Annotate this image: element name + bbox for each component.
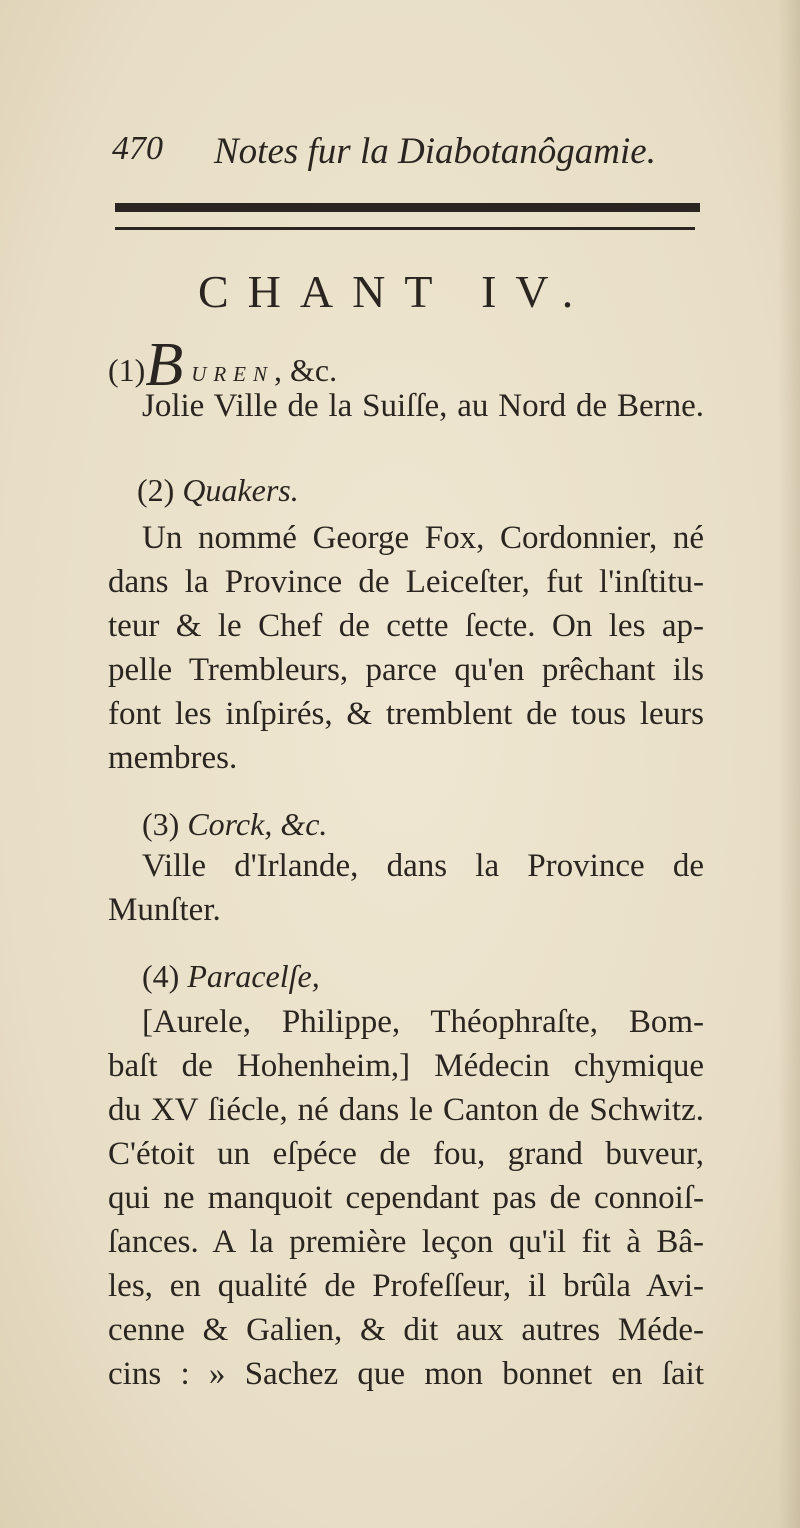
note-4-line-7: les, en qualité de Profeſſeur, il brûla Avi- bbox=[108, 1268, 704, 1304]
note-4-line-1: [Aurele, Philippe, Théophraſte, Bom- bbox=[142, 1004, 704, 1040]
header-rule-thin bbox=[115, 227, 695, 230]
running-head-title: Notes fur la Diabotanôgamie. bbox=[214, 131, 656, 172]
note-1-drop-cap: B bbox=[145, 331, 184, 399]
note-1-number: (1) bbox=[108, 352, 146, 388]
note-1-heading-tail: , &c. bbox=[274, 352, 338, 388]
note-3-title: Corck, &c. bbox=[187, 806, 328, 842]
note-1-heading-rest: UREN bbox=[191, 362, 275, 386]
note-2-line-3: teur & le Chef de cette ſecte. On les ap- bbox=[108, 608, 704, 644]
note-2-line-4: pelle Trembleurs, parce qu'en prêchant ils bbox=[108, 652, 704, 688]
note-2-title: Quakers. bbox=[182, 472, 299, 508]
running-head bbox=[112, 130, 712, 176]
note-3-number: (3) bbox=[142, 806, 180, 842]
note-4-line-9: cins : » Sachez que mon bonnet en ſait bbox=[108, 1356, 704, 1392]
note-4-line-4: C'étoit un eſpéce de fou, grand buveur, bbox=[108, 1136, 704, 1172]
note-4-heading bbox=[142, 958, 320, 995]
note-3-line-2: Munſter. bbox=[108, 892, 221, 928]
page-edge-shadow bbox=[778, 0, 800, 1528]
note-3-heading bbox=[142, 806, 327, 843]
note-2-line-6: membres. bbox=[108, 740, 238, 776]
chant-title: CHANT IV. bbox=[198, 266, 593, 317]
note-4-line-3: du XV ſiécle, né dans le Canton de Schwitz. bbox=[108, 1092, 704, 1128]
note-2-line-5: font les inſpirés, & tremblent de tous leurs bbox=[108, 696, 704, 732]
page-number: 470 bbox=[112, 130, 163, 167]
note-4-line-8: cenne & Galien, & dit aux autres Méde- bbox=[108, 1312, 704, 1348]
note-2-heading bbox=[137, 472, 299, 509]
note-4-line-5: qui ne manquoit cependant pas de connoiſ- bbox=[108, 1180, 704, 1216]
note-2-line-2: dans la Province de Leiceſter, fut l'inſtitu- bbox=[108, 564, 704, 600]
note-3-line-1: Ville d'Irlande, dans la Province de bbox=[142, 848, 704, 884]
note-2-line-1: Un nommé George Fox, Cordonnier, né bbox=[142, 520, 704, 556]
note-4-title: Paracelſe, bbox=[187, 958, 320, 994]
note-2-number: (2) bbox=[137, 472, 175, 508]
header-rule-thick bbox=[115, 203, 700, 212]
note-4-line-6: ſances. A la première leçon qu'il fit à Bâ- bbox=[108, 1224, 704, 1260]
note-4-number: (4) bbox=[142, 958, 180, 994]
note-1-line-1: Jolie Ville de la Suiſſe, au Nord de Berne. bbox=[142, 388, 704, 424]
note-4-line-2: baſt de Hohenheim,] Médecin chymique bbox=[108, 1048, 704, 1084]
